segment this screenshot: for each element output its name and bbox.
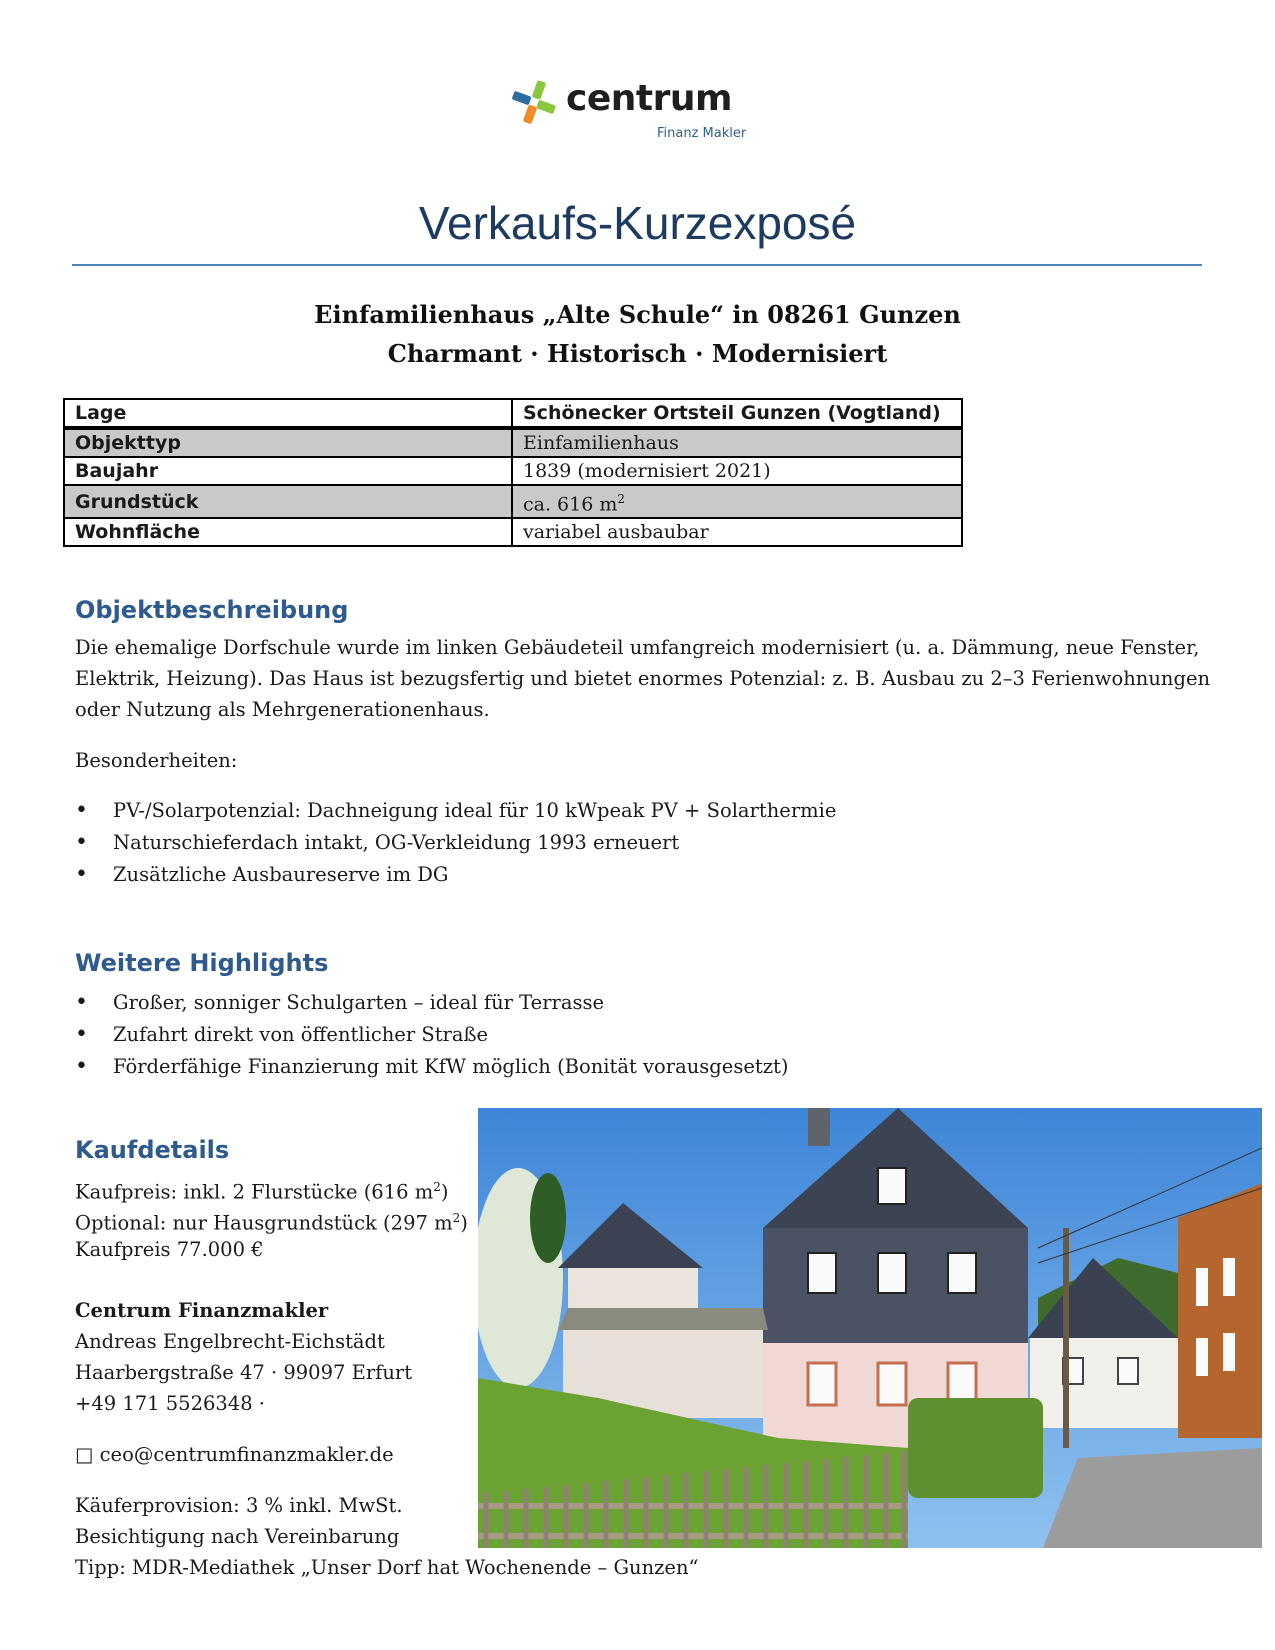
property-title: Einfamilienhaus „Alte Schule“ in 08261 Gunzen (314, 300, 961, 329)
list-item: • PV-/Solarpotenzial: Dachneigung ideal für 10 kWpeak PV + Solarthermie (75, 795, 836, 827)
section-heading-purchase: Kaufdetails (75, 1136, 230, 1164)
contact-phone[interactable]: +49 171 5526348 · (75, 1392, 266, 1415)
fact-value-text: ca. 616 m (523, 493, 618, 516)
list-item: • Förderfähige Finanzierung mit KfW möglich (Bonität vorausgesetzt) (75, 1051, 788, 1083)
property-tagline: Charmant · Historisch · Modernisiert (387, 339, 888, 368)
contact-email-line (75, 1439, 394, 1470)
features-list (75, 795, 836, 891)
contact-company: Centrum Finanzmakler (75, 1299, 329, 1322)
house-photo (478, 1108, 1262, 1548)
media-tip: Tipp: MDR-Mediathek „Unser Dorf hat Wochenende – Gunzen“ (75, 1556, 699, 1579)
fact-value (512, 485, 962, 518)
title-divider (72, 264, 1202, 266)
price-detail-text: ) (440, 1180, 449, 1204)
logo-wordmark: centrum (566, 78, 732, 119)
features-label: Besonderheiten: (75, 749, 238, 772)
fact-label: Objekttyp (64, 428, 512, 457)
table-row (64, 485, 962, 518)
superscript: 2 (433, 1180, 441, 1194)
list-item: • Zufahrt direkt von öffentlicher Straße (75, 1019, 788, 1051)
description-line: Elektrik, Heizung). Das Haus ist bezugsfertig und bietet enormes Potenzial: z. B. Ausbau zu 2–3 Ferienwohnungen (75, 667, 1211, 690)
company-logo (510, 78, 770, 148)
list-item: • Zusätzliche Ausbaureserve im DG (75, 859, 836, 891)
contact-address: Haarbergstraße 47 · 99097 Erfurt (75, 1361, 413, 1384)
logo-mark-icon (510, 78, 558, 126)
fact-value: Schönecker Ortsteil Gunzen (Vogtland) (512, 399, 962, 428)
document-title: Verkaufs-Kurzexposé (418, 197, 857, 249)
table-row (64, 399, 962, 428)
house-photo-icon (478, 1108, 1262, 1548)
logo-tagline: Finanz Makler (657, 126, 747, 141)
highlights-list (75, 987, 788, 1083)
viewing-note: Besichtigung nach Vereinbarung (75, 1525, 400, 1548)
fact-label: Grundstück (64, 485, 512, 518)
description-line: oder Nutzung als Mehrgenerationenhaus. (75, 698, 490, 721)
list-item: • Großer, sonniger Schulgarten – ideal für Terrasse (75, 987, 788, 1019)
price-detail-text: Kaufpreis: inkl. 2 Flurstücke (616 m (75, 1180, 434, 1204)
superscript: 2 (452, 1211, 461, 1225)
contact-person: Andreas Engelbrecht-Eichstädt (75, 1330, 385, 1353)
section-heading-description: Objektbeschreibung (75, 596, 349, 624)
price-value: Kaufpreis 77.000 € (75, 1238, 264, 1261)
table-row (64, 457, 962, 485)
fact-value: Einfamilienhaus (512, 428, 962, 457)
price-option-text: Optional: nur Hausgrundstück (297 m (75, 1211, 453, 1235)
fact-value: variabel ausbaubar (512, 518, 962, 546)
contact-email-link[interactable]: ceo@centrumfinanzmakler.de (99, 1443, 394, 1466)
fact-label: Wohnfläche (64, 518, 512, 546)
table-row (64, 518, 962, 546)
fact-value: 1839 (modernisiert 2021) (512, 457, 962, 485)
superscript: 2 (617, 492, 626, 506)
buyer-commission: Käuferprovision: 3 % inkl. MwSt. (75, 1494, 403, 1517)
fact-label: Baujahr (64, 457, 512, 485)
table-row (64, 428, 962, 457)
list-item: • Naturschieferdach intakt, OG-Verkleidung 1993 erneuert (75, 827, 836, 859)
description-line: Die ehemalige Dorfschule wurde im linken Gebäudeteil umfangreich modernisiert (u. a. Dämmung, neue Fenster, (75, 636, 1200, 659)
section-heading-highlights: Weitere Highlights (75, 949, 329, 977)
price-option-text: ) (460, 1211, 468, 1235)
email-icon: □ (75, 1443, 94, 1466)
property-facts-table (63, 398, 963, 547)
fact-label: Lage (64, 399, 512, 428)
